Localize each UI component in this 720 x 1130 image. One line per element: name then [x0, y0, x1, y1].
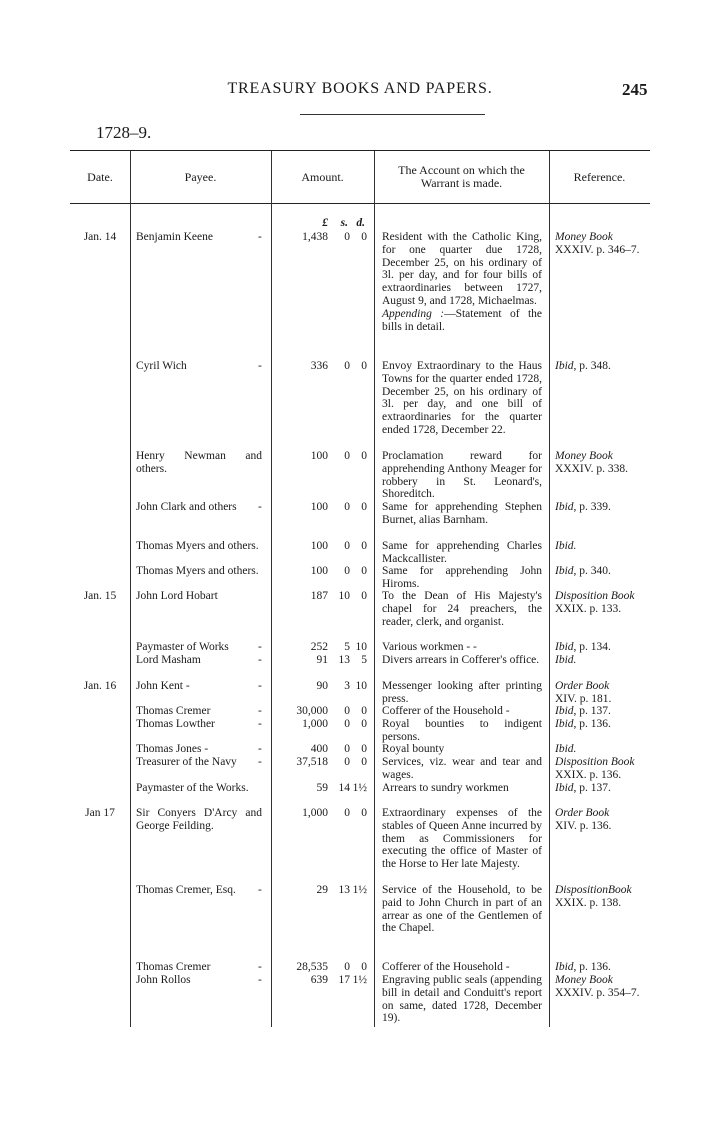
col-header-account: The Account on which the Warrant is made.: [398, 163, 525, 190]
amount-pence: 1½: [352, 782, 367, 794]
reference-book: Order Book: [555, 680, 610, 692]
amount-pounds: 1,438: [302, 231, 328, 243]
row-payee: Benjamin Keene: [136, 231, 213, 243]
reference-page: , p. 339.: [573, 501, 611, 513]
lsd-labels: [274, 217, 370, 230]
account-text: Envoy Extraordinary to the Haus Towns for the quarter ended 1728, December 25, on his ordinary of 3l. per day, and one bill of extraordinaries for the quarter ended 1728, December 22.: [382, 360, 542, 436]
col-header-date: Date.: [87, 169, 113, 184]
amount-pounds: 400: [310, 743, 328, 755]
amount-pence: 0: [361, 360, 367, 372]
amount-pence: 0: [361, 565, 367, 577]
row-reference: [555, 654, 647, 667]
payee-leader-dash: -: [258, 705, 262, 717]
payee-leader-dash: -: [258, 641, 262, 653]
reference-page: XIV. p. 136.: [555, 819, 612, 832]
row-reference: [555, 718, 647, 731]
amount-shillings: 13: [338, 654, 350, 666]
account-text: Cofferer of the Household -: [382, 961, 510, 973]
amount-pence: 0: [361, 743, 367, 755]
pence-label: d.: [356, 217, 365, 229]
reference-book: Ibid.: [555, 654, 577, 666]
amount-pence: 0: [361, 807, 367, 819]
column-divider: [271, 151, 272, 1027]
row-reference: [555, 743, 647, 756]
reference-page: XXIX. p. 136.: [555, 768, 622, 781]
row-payee: Thomas Cremer, Esq.: [136, 884, 236, 896]
amount-pounds: 1,000: [302, 807, 328, 819]
reference-page: XXIX. p. 133.: [555, 602, 622, 615]
reference-page: , p. 340.: [573, 565, 611, 577]
account-text: Engraving public seals (appending bill in detail and Conduitt's report on same, dated 1728, December 19).: [382, 974, 542, 1025]
row-reference: [555, 540, 647, 553]
year-heading: 1728–9.: [96, 123, 152, 142]
row-account: [382, 718, 542, 744]
row-payee: Thomas Cremer: [136, 961, 211, 973]
reference-book: DispositionBook: [555, 884, 632, 896]
amount-pence: 0: [361, 961, 367, 973]
account-text: Same for apprehending Charles Mackcallister.: [382, 540, 542, 565]
running-title: TREASURY BOOKS AND PAPERS.: [227, 80, 493, 97]
amount-pounds: 29: [316, 884, 328, 896]
row-payee: Treasurer of the Navy: [136, 756, 237, 768]
amount-shillings: 0: [344, 231, 350, 243]
account-text: Divers arrears in Cofferer's office.: [382, 654, 540, 666]
column-divider: [549, 151, 550, 1027]
amount-shillings: 14: [338, 782, 350, 794]
payee-leader-dash: -: [258, 884, 262, 896]
account-text: Resident with the Catholic King, for one quarter due 1728, December 25, on his ordinary of 3l. per day, and for four bills of extraordinaries between 1727, August 9, and 1728, Michaelmas.: [382, 231, 542, 307]
row-reference: [555, 756, 647, 782]
row-date: Jan. 14: [83, 231, 117, 243]
payee-leader-dash: -: [258, 756, 262, 768]
amount-shillings: 13: [338, 884, 350, 896]
reference-page: , p. 136.: [573, 718, 611, 730]
pounds-label: £: [322, 217, 328, 229]
reference-page: , p. 348.: [573, 360, 611, 372]
row-account: [382, 231, 542, 333]
amount-pence: 1½: [352, 974, 367, 986]
reference-page: XXXIV. p. 338.: [555, 462, 628, 475]
reference-book: Ibid: [555, 705, 574, 717]
reference-book: Ibid: [555, 565, 574, 577]
reference-book: Ibid: [555, 961, 574, 973]
reference-page: XXIX. p. 138.: [555, 896, 622, 909]
amount-pounds: 1,000: [302, 718, 328, 730]
row-reference: [555, 884, 647, 910]
amount-pounds: 59: [316, 782, 328, 794]
amount-shillings: 3: [344, 680, 350, 692]
amount-pence: 0: [361, 590, 367, 602]
row-account: [382, 540, 542, 566]
amount-pence: 0: [361, 756, 367, 768]
page-number: 245: [622, 80, 648, 99]
reference-book: Money Book: [555, 974, 613, 986]
row-payee: Paymaster of Works: [136, 641, 229, 653]
row-payee: John Clark and others: [136, 501, 237, 513]
row-reference: [555, 961, 647, 974]
reference-book: Ibid: [555, 641, 574, 653]
row-payee: Thomas Cremer: [136, 705, 211, 717]
row-payee: Thomas Jones -: [136, 743, 209, 755]
account-text: Royal bounties to indigent persons.: [382, 718, 542, 743]
amount-pounds: 100: [310, 501, 328, 513]
column-divider: [130, 151, 131, 1027]
reference-book: Ibid: [555, 501, 574, 513]
amount-pence: 10: [355, 680, 367, 692]
row-reference: [555, 450, 647, 476]
row-payee: Thomas Myers and others.: [136, 540, 259, 552]
amount-pence: 0: [361, 705, 367, 717]
account-text: Services, viz. wear and tear and wages.: [382, 756, 542, 781]
row-account: [382, 450, 542, 501]
reference-page: XIV. p. 181.: [555, 692, 612, 705]
account-text: Service of the Household, to be paid to John Church in part of an arrear as one of the Gentlemen of the Chapel.: [382, 884, 542, 935]
row-account: [382, 807, 542, 871]
amount-shillings: 0: [344, 540, 350, 552]
account-text: Various workmen - -: [382, 641, 477, 653]
account-text: Messenger looking after printing press.: [382, 680, 542, 705]
row-payee: Paymaster of the Works.: [136, 782, 249, 794]
amount-shillings: 0: [344, 718, 350, 730]
row-reference: [555, 974, 647, 1000]
reference-book: Disposition Book: [555, 756, 635, 768]
row-date: Jan. 15: [83, 590, 117, 602]
amount-pence: 0: [361, 501, 367, 513]
reference-page: XXXIV. p. 346–7.: [555, 243, 640, 256]
amount-shillings: 10: [338, 590, 350, 602]
payee-leader-dash: -: [258, 231, 262, 243]
reference-book: Money Book: [555, 231, 613, 243]
amount-shillings: 0: [344, 756, 350, 768]
amount-pence: 1½: [352, 884, 367, 896]
row-account: [382, 565, 542, 591]
row-account: [382, 654, 542, 667]
amount-pounds: 90: [316, 680, 328, 692]
row-account: [382, 974, 542, 1025]
account-text: Proclamation reward for apprehending Anthony Meager for robbery in St. Leonard's, Shoreditch.: [382, 450, 542, 501]
reference-book: Ibid.: [555, 743, 577, 755]
row-account: [382, 782, 542, 795]
amount-shillings: 0: [344, 450, 350, 462]
amount-pounds: 252: [310, 641, 328, 653]
amount-shillings: 0: [344, 501, 350, 513]
row-account: [382, 961, 542, 974]
amount-pence: 0: [361, 231, 367, 243]
amount-pounds: 28,535: [296, 961, 328, 973]
amount-shillings: 0: [344, 705, 350, 717]
reference-book: Ibid: [555, 360, 574, 372]
amount-pounds: 336: [310, 360, 328, 372]
reference-book: Disposition Book: [555, 590, 635, 602]
amount-shillings: 5: [344, 641, 350, 653]
amount-pounds: 30,000: [296, 705, 328, 717]
account-text: To the Dean of His Majesty's chapel for 24 preachers, the reader, clerk, and organist.: [382, 590, 542, 628]
account-note: —Statement of the bills in detail.: [382, 307, 542, 333]
payee-leader-dash: -: [258, 961, 262, 973]
row-date: Jan. 16: [83, 680, 117, 692]
amount-pence: 0: [361, 450, 367, 462]
amount-pounds: 639: [310, 974, 328, 986]
row-reference: [555, 360, 647, 373]
reference-page: , p. 136.: [573, 961, 611, 973]
col-header-reference: Reference.: [573, 169, 626, 184]
account-text: Same for apprehending John Hiroms.: [382, 565, 542, 590]
row-payee: John Rollos: [136, 974, 191, 986]
amount-pounds: 91: [316, 654, 328, 666]
amount-pounds: 187: [310, 590, 328, 602]
row-account: [382, 743, 542, 756]
payee-leader-dash: -: [258, 501, 262, 513]
reference-book: Money Book: [555, 450, 613, 462]
row-reference: [555, 782, 647, 795]
row-payee: Henry Newman and others.: [136, 450, 262, 475]
column-divider: [374, 151, 375, 1027]
row-account: [382, 884, 542, 935]
amount-pounds: 100: [310, 565, 328, 577]
row-account: [382, 360, 542, 437]
row-reference: [555, 590, 647, 616]
amount-pounds: 100: [310, 450, 328, 462]
row-reference: [555, 680, 647, 706]
row-reference: [555, 231, 647, 257]
reference-page: , p. 137.: [573, 705, 611, 717]
amount-shillings: 0: [344, 807, 350, 819]
reference-book: Ibid.: [555, 540, 577, 552]
header-rule: [300, 114, 485, 115]
reference-book: Ibid: [555, 782, 574, 794]
row-account: [382, 680, 542, 706]
row-account: [382, 756, 542, 782]
row-reference: [555, 565, 647, 578]
reference-page: , p. 134.: [573, 641, 611, 653]
amount-pence: 0: [361, 540, 367, 552]
row-payee: Thomas Myers and others.: [136, 565, 259, 577]
row-reference: [555, 705, 647, 718]
row-payee: John Lord Hobart: [136, 590, 218, 602]
row-account: [382, 641, 542, 654]
row-account: [382, 501, 542, 527]
shillings-label: s.: [340, 217, 348, 229]
amount-pence: 10: [355, 641, 367, 653]
payee-leader-dash: -: [258, 680, 262, 692]
row-account: [382, 590, 542, 628]
account-text: Royal bounty: [382, 743, 445, 755]
amount-shillings: 0: [344, 360, 350, 372]
row-payee: Lord Masham: [136, 654, 201, 666]
warrant-table: [70, 150, 650, 1027]
amount-shillings: 17: [338, 974, 350, 986]
row-reference: [555, 501, 647, 514]
payee-leader-dash: -: [258, 743, 262, 755]
row-date: Jan 17: [85, 807, 115, 819]
payee-leader-dash: -: [258, 654, 262, 666]
reference-book: Ibid: [555, 718, 574, 730]
account-text: Extraordinary expenses of the stables of Queen Anne incurred by them as Commissioners for executing the office of Master of the Horse to Her late Majesty.: [382, 807, 542, 871]
row-account: [382, 705, 542, 718]
col-header-amount: Amount.: [301, 169, 344, 184]
reference-page: XXXIV. p. 354–7.: [555, 986, 640, 999]
row-payee: Cyril Wich: [136, 360, 187, 372]
payee-leader-dash: -: [258, 360, 262, 372]
amount-shillings: 0: [344, 743, 350, 755]
reference-page: , p. 137.: [573, 782, 611, 794]
row-payee: Sir Conyers D'Arcy and George Feilding.: [136, 807, 262, 832]
payee-leader-dash: -: [258, 974, 262, 986]
amount-pence: 0: [361, 718, 367, 730]
row-reference: [555, 807, 647, 833]
reference-book: Order Book: [555, 807, 610, 819]
amount-pounds: 100: [310, 540, 328, 552]
col-header-payee: Payee.: [184, 169, 217, 184]
amount-shillings: 0: [344, 961, 350, 973]
payee-leader-dash: -: [258, 718, 262, 730]
amount-pounds: 37,518: [296, 756, 328, 768]
amount-shillings: 0: [344, 565, 350, 577]
account-text: Cofferer of the Household -: [382, 705, 510, 717]
row-payee: Thomas Lowther: [136, 718, 215, 730]
account-note-label: Appending :: [382, 307, 445, 320]
account-text: Same for apprehending Stephen Burnet, alias Barnham.: [382, 501, 542, 526]
row-payee: John Kent -: [136, 680, 190, 692]
row-reference: [555, 641, 647, 654]
amount-pence: 5: [361, 654, 367, 666]
account-text: Arrears to sundry workmen: [382, 782, 509, 794]
